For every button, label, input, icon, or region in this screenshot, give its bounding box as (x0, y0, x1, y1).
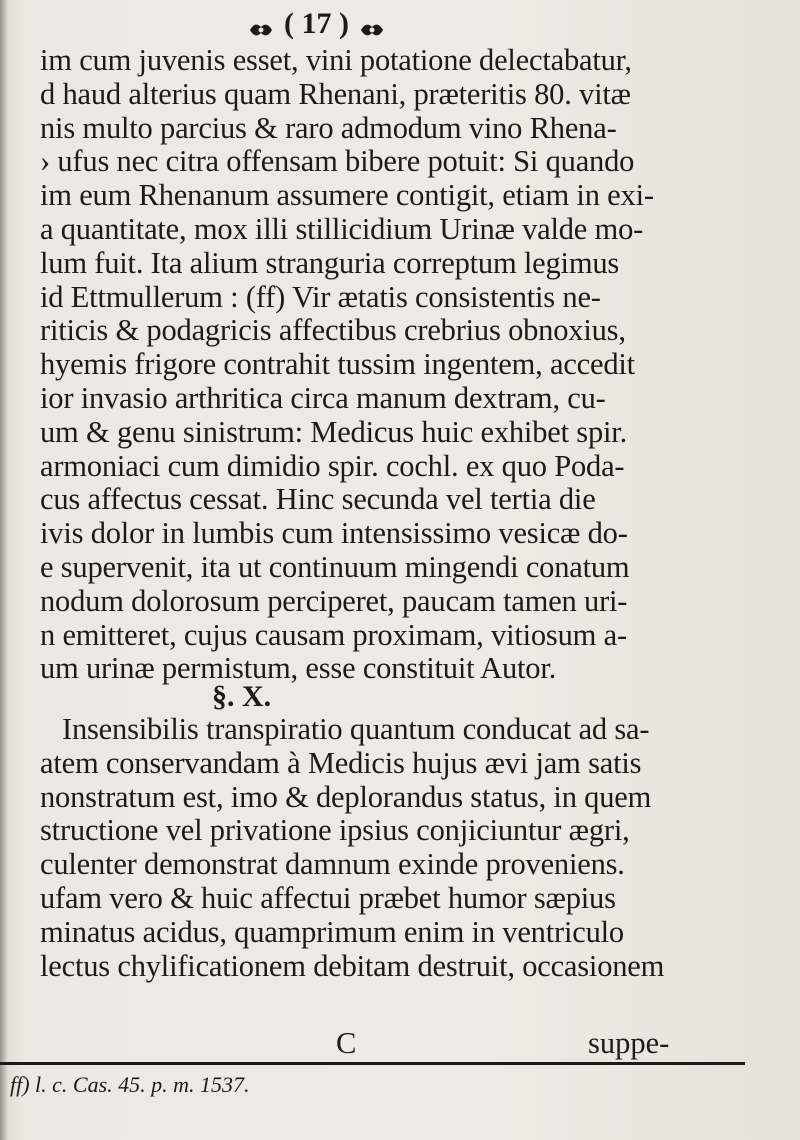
text-line: nonstratum est, imo & deplorandus status, in quem (40, 779, 652, 814)
text-line: um urinæ permistum, esse constituit Autor. (40, 651, 557, 686)
text-line: riticis & podagricis affectibus crebrius obnoxius, (40, 313, 626, 348)
text-line: hyemis frigore contrahit tussim ingentem, accedit (40, 347, 635, 382)
text-line: structione vel privatione ipsius conjiciuntur ægri, (40, 813, 630, 848)
text-line: ufam vero & huic affectui præbet humor sæpius (40, 880, 616, 915)
footnote-rule (0, 1062, 745, 1065)
text-line: lectus chylificationem debitam destruit, occasionem (40, 948, 665, 983)
page-header (248, 4, 568, 44)
section-heading: §. X. (212, 680, 272, 713)
catchword: suppe- (588, 1026, 670, 1060)
left-ornament-icon (248, 14, 274, 34)
text-line: im cum juvenis esset, vini potatione delectabatur, (40, 43, 632, 77)
text-line: um & genu sinistrum: Medicus huic exhibet spir. (40, 414, 627, 449)
text-line: e supervenit, ita ut continuum mingendi conatum (40, 549, 630, 584)
text-line: › ufus nec citra offensam bibere potuit: Si quando (40, 144, 635, 179)
text-line: ivis dolor in lumbis cum intensissimo vesicæ do- (40, 516, 628, 551)
right-ornament-icon (359, 14, 385, 34)
text-line: id Ettmullerum : (ff) Vir ætatis consistentis ne- (40, 279, 601, 314)
paragraph-2 (40, 713, 785, 983)
text-line: nis multo parcius & raro admodum vino Rhena- (40, 110, 617, 145)
text-line: minatus acidus, quamprimum enim in ventriculo (40, 914, 624, 949)
text-line: culenter demonstrat damnum exinde proveniens. (40, 847, 625, 882)
signature-mark: C (336, 1026, 357, 1060)
text-line: d haud alterius quam Rhenani, præteritis 80. vitæ (40, 76, 631, 111)
text-line: cus affectus cessat. Hinc secunda vel tertia die (40, 482, 596, 517)
text-line: lum fuit. Ita alium stranguria correptum legimus (40, 245, 620, 280)
binding-shadow (0, 0, 8, 1140)
text-line: armoniaci cum dimidio spir. cochl. ex quo Poda- (40, 448, 625, 483)
text-line: ior invasio arthritica circa manum dextram, cu- (40, 380, 606, 415)
text-line: Insensibilis transpiratio quantum conducat ad sa- (62, 712, 650, 746)
footnote: ff) l. c. Cas. 45. p. m. 1537. (10, 1072, 250, 1097)
text-line: atem conservandam à Medicis hujus ævi jam satis (40, 745, 642, 780)
text-line: im eum Rhenanum assumere contigit, etiam in exi- (40, 178, 654, 213)
text-line: nodum dolorosum perciperet, paucam tamen uri- (40, 583, 628, 618)
text-line: n emitteret, cujus causam proximam, vitiosum a- (40, 617, 627, 652)
page-number: ( 17 ) (284, 7, 349, 40)
catchword-line (40, 1026, 740, 1060)
paragraph-1 (40, 44, 785, 686)
text-line: a quantitate, mox illi stillicidium Urinæ valde mo- (40, 211, 644, 246)
